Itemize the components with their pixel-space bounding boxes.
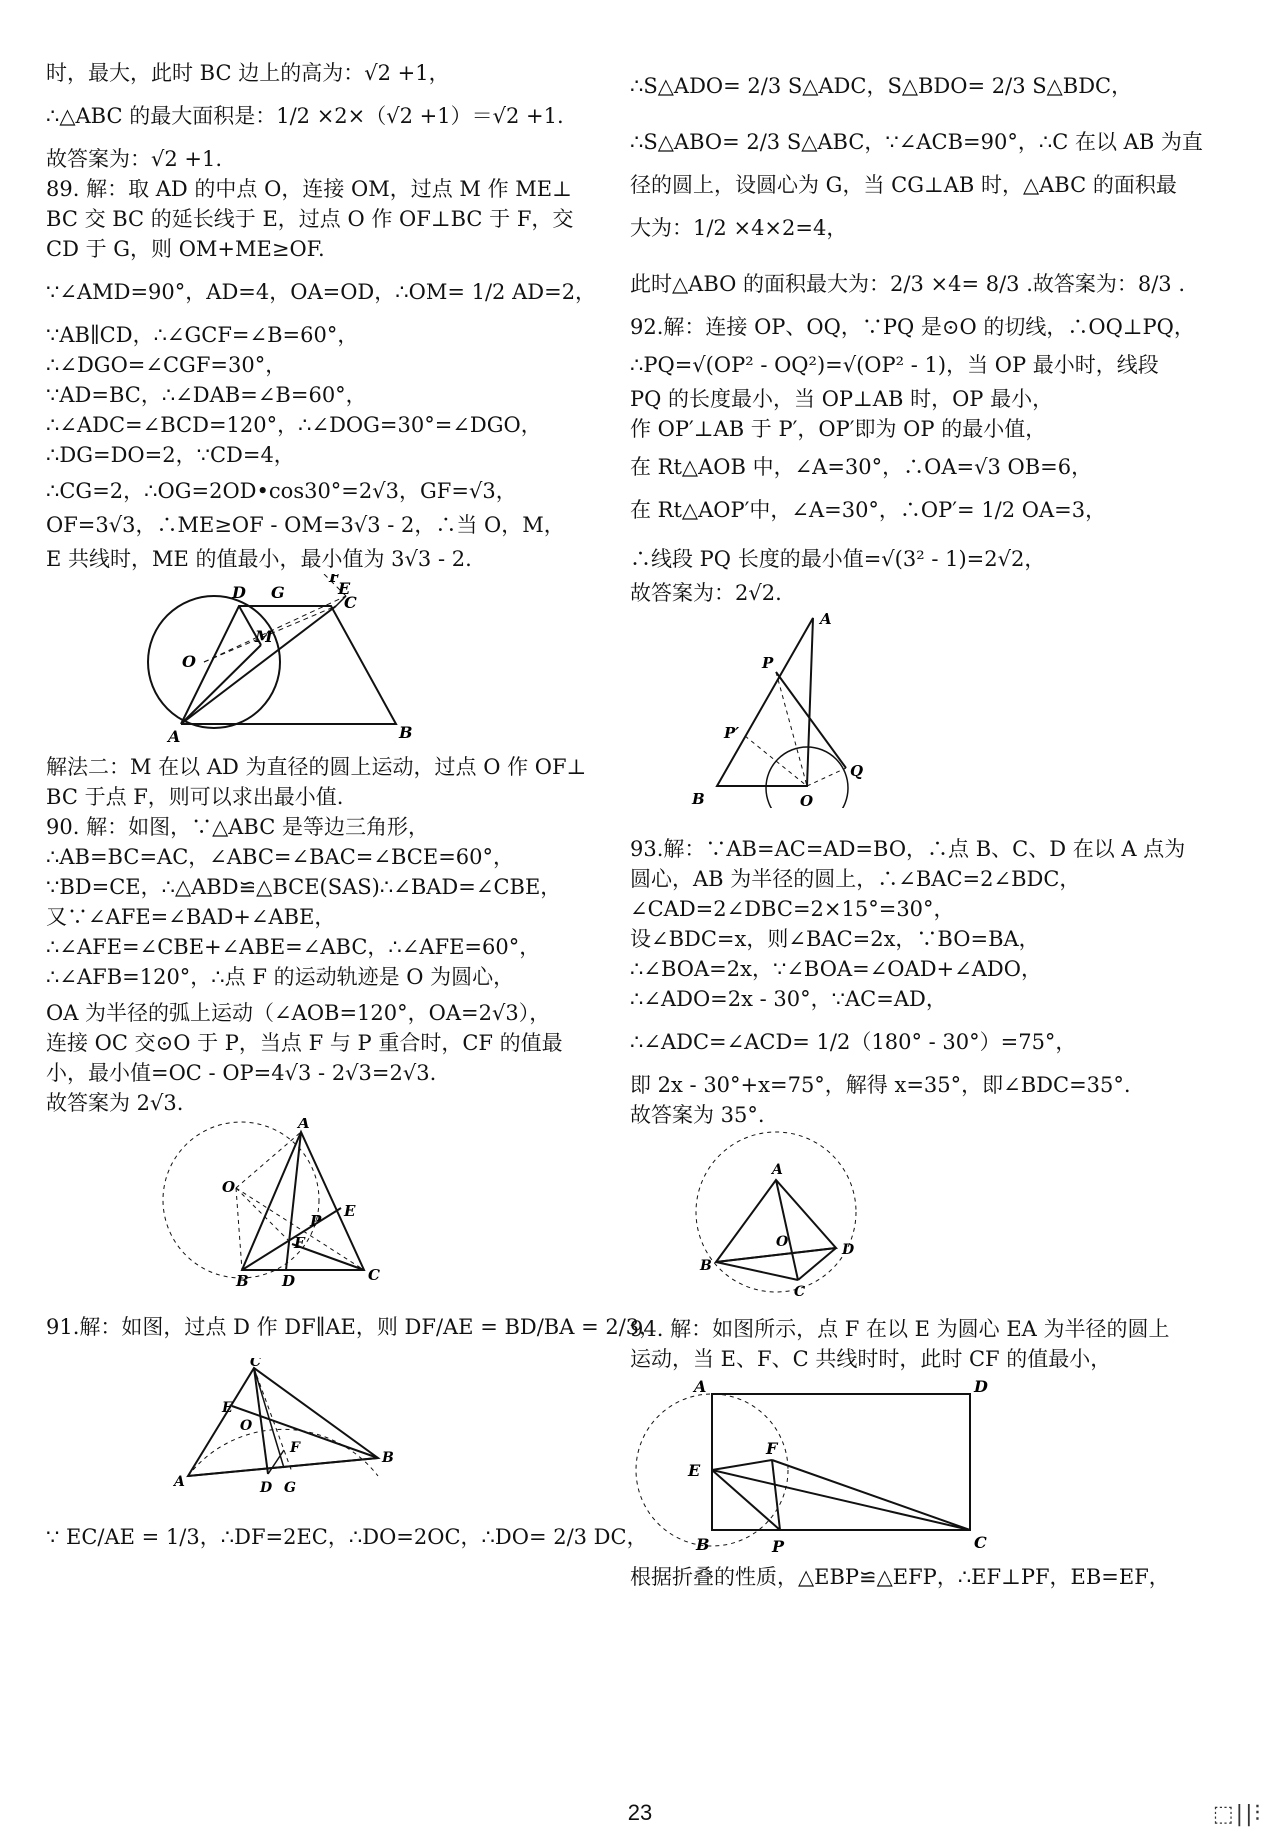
text-line: 在 Rt△AOB 中，∠A=30°，∴OA=√3 OB=6， — [630, 455, 1093, 479]
label-m: M — [255, 627, 273, 646]
label-b: B — [696, 1535, 710, 1554]
figure-92-svg — [630, 608, 1210, 808]
text-line: OA 为半径的弧上运动（∠AOB=120°，OA=2√3）， — [46, 1001, 551, 1025]
label-f: F — [290, 1440, 300, 1456]
label-f: F — [329, 574, 341, 586]
figure-89 — [46, 574, 636, 752]
text-line: 故答案为 35°. — [630, 1103, 765, 1127]
label-p-prime: P′ — [724, 724, 740, 742]
label-o: O — [776, 1234, 789, 1250]
text-line: ∴S△ADO= 2/3 S△ADC，S△BDO= 2/3 S△BDC， — [630, 74, 1133, 98]
text-line: ∵ EC/AE = 1/3，∴DF=2EC，∴DO=2OC，∴DO= 2/3 DC， — [46, 1525, 648, 1549]
text-line: 根据折叠的性质，△EBP≌△EFP，∴EF⊥PF，EB=EF， — [630, 1565, 1170, 1589]
figure-92 — [630, 608, 1230, 816]
text-line: ∴∠AFE=∠CBE+∠ABE=∠ABC，∴∠AFE=60°， — [46, 935, 541, 959]
text-line: 故答案为：2√2. — [630, 581, 782, 605]
text-line: 圆心，AB 为半径的圆上，∴∠BAC=2∠BDC， — [630, 867, 1081, 891]
text-line: 时，最大，此时 BC 边上的高为：√2 +1， — [46, 61, 450, 85]
figure-94-svg — [630, 1374, 1210, 1554]
problem-90-heading: 90. 解：如图，∵△ABC 是等边三角形， — [46, 815, 429, 839]
label-f: F — [294, 1234, 305, 1252]
figure-91-svg — [46, 1358, 606, 1498]
label-o: O — [222, 1178, 236, 1196]
figure-91 — [46, 1358, 636, 1506]
label-c: C — [250, 1358, 262, 1370]
label-a: A — [694, 1377, 707, 1396]
text-line: 连接 OC 交⊙O 于 P，当点 F 与 P 重合时，CF 的值最 — [46, 1031, 563, 1055]
label-o: O — [240, 1418, 253, 1434]
label-a: A — [168, 727, 181, 744]
label-a: A — [174, 1474, 185, 1490]
text-line: E 共线时，ME 的值最小，最小值为 3√3 - 2. — [46, 547, 472, 571]
text-line: ∴∠BOA=2x，∵∠BOA=∠OAD+∠ADO， — [630, 957, 1042, 981]
label-c: C — [974, 1533, 987, 1552]
label-e: E — [222, 1400, 233, 1416]
figure-93-svg — [630, 1130, 1210, 1300]
text-line: BC 于点 F，则可以求出最小值. — [46, 785, 344, 809]
text-line: 径的圆上，设圆心为 G，当 CG⊥AB 时，△ABC 的面积最 — [630, 173, 1177, 197]
text-line: 作 OP′⊥AB 于 P′，OP′即为 OP 的最小值， — [630, 417, 1047, 441]
problem-93-heading: 93.解：∵AB=AC=AD=BO，∴点 B、C、D 在以 A 点为 — [630, 837, 1186, 861]
label-q: Q — [850, 762, 864, 780]
right-column — [630, 58, 1230, 1592]
text-line: ∴PQ=√(OP² - OQ²)=√(OP² - 1)，当 OP 最小时，线段 — [630, 353, 1159, 377]
problem-91-heading: 91.解：如图，过点 D 作 DF∥AE，则 DF/AE = BD/BA = 2/3， — [46, 1315, 661, 1339]
label-d: D — [282, 1272, 296, 1288]
text-line: ∴S△ABO= 2/3 S△ABC，∵∠ACB=90°，∴C 在以 AB 为直 — [630, 130, 1203, 154]
text-line: 此时△ABO 的面积最大为：2/3 ×4= 8/3 .故答案为：8/3 . — [630, 272, 1186, 296]
text-line: 小，最小值=OC - OP=4√3 - 2√3=2√3. — [46, 1061, 437, 1085]
label-c: C — [794, 1284, 806, 1300]
figure-93 — [630, 1130, 1230, 1308]
text-line: 即 2x - 30°+x=75°，解得 x=35°，即∠BDC=35°. — [630, 1073, 1131, 1097]
text-line: ∵AD=BC，∴∠DAB=∠B=60°， — [46, 383, 367, 407]
label-e: E — [338, 579, 351, 598]
text-line: ∴CG=2，∴OG=2OD•cos30°=2√3，GF=√3， — [46, 479, 517, 503]
text-line: ∴∠DGO=∠CGF=30°， — [46, 353, 287, 377]
text-line: CD 于 G，则 OM+ME≥OF. — [46, 237, 325, 261]
label-o: O — [800, 792, 814, 808]
label-p: P — [310, 1212, 322, 1230]
text-line: ∴∠ADO=2x - 30°，∵AC=AD， — [630, 987, 947, 1011]
text-line: 设∠BDC=x，则∠BAC=2x，∵BO=BA， — [630, 927, 1040, 951]
label-e: E — [688, 1461, 701, 1480]
label-a: A — [772, 1162, 783, 1178]
label-p: P — [762, 654, 774, 672]
text-line: 故答案为：√2 +1. — [46, 147, 223, 171]
figure-89-svg — [46, 574, 606, 744]
label-p: P — [772, 1537, 785, 1554]
label-d: D — [974, 1377, 988, 1396]
text-line: ∴AB=BC=AC，∠ABC=∠BAC=∠BCE=60°， — [46, 845, 515, 869]
label-o: O — [182, 652, 196, 671]
text-line: ∴∠ADC=∠BCD=120°，∴∠DOG=30°=∠DGO， — [46, 413, 542, 437]
text-line: 大为：1/2 ×4×2=4， — [630, 216, 848, 240]
label-b: B — [700, 1258, 712, 1274]
problem-92-heading: 92.解：连接 OP、OQ，∵PQ 是⊙O 的切线，∴OQ⊥PQ， — [630, 315, 1195, 339]
label-a: A — [298, 1118, 310, 1132]
text-line: ∵BD=CE，∴△ABD≌△BCE(SAS)∴∠BAD=∠CBE， — [46, 875, 562, 899]
text-line: ∵∠AMD=90°，AD=4，OA=OD，∴OM= 1/2 AD=2， — [46, 280, 597, 304]
text-line: ∠CAD=2∠DBC=2×15°=30°， — [630, 897, 955, 921]
label-b: B — [382, 1450, 394, 1466]
text-line: PQ 的长度最小，当 OP⊥AB 时，OP 最小， — [630, 387, 1054, 411]
label-b: B — [236, 1272, 249, 1288]
text-line: ∵AB∥CD，∴∠GCF=∠B=60°， — [46, 323, 359, 347]
text-line: ∴DG=DO=2，∵CD=4， — [46, 443, 295, 467]
figure-90 — [46, 1118, 636, 1296]
label-d: D — [232, 583, 246, 602]
text-line: BC 交 BC 的延长线于 E，过点 O 作 OF⊥BC 于 F，交 — [46, 207, 574, 231]
problem-89-heading: 89. 解：取 AD 的中点 O，连接 OM，过点 M 作 ME⊥ — [46, 177, 572, 201]
text-line: ∴∠AFB=120°，∴点 F 的运动轨迹是 O 为圆心， — [46, 965, 515, 989]
text-line: OF=3√3，∴ME≥OF - OM=3√3 - 2，∴当 O，M， — [46, 513, 565, 537]
corner-mark: ⬚||⫶ — [1212, 1802, 1262, 1827]
label-c: C — [344, 593, 357, 612]
text-line: 运动，当 E、F、C 共线时时，此时 CF 的值最小， — [630, 1347, 1112, 1371]
text-line: 在 Rt△AOP′中，∠A=30°，∴OP′= 1/2 OA=3， — [630, 498, 1107, 522]
text-line: ∴线段 PQ 长度的最小值=√(3² - 1)=2√2， — [630, 547, 1046, 571]
label-d: D — [260, 1480, 273, 1496]
label-b: B — [692, 790, 705, 808]
text-line: 又∵∠AFE=∠BAD+∠ABE， — [46, 905, 336, 929]
label-c: C — [368, 1266, 380, 1284]
text-line: 解法二：M 在以 AD 为直径的圆上运动，过点 O 作 OF⊥ — [46, 755, 587, 779]
text-line: ∴∠ADC=∠ACD= 1/2（180° - 30°）=75°， — [630, 1030, 1077, 1054]
figure-94 — [630, 1374, 1230, 1562]
page-number: 23 — [627, 1800, 653, 1825]
label-g: G — [271, 583, 285, 602]
problem-94-heading: 94. 解：如图所示，点 F 在以 E 为圆心 EA 为半径的圆上 — [630, 1317, 1170, 1341]
figure-90-svg — [46, 1118, 606, 1288]
label-d: D — [842, 1242, 855, 1258]
label-a: A — [820, 610, 832, 628]
label-g: G — [284, 1480, 296, 1496]
text-line: ∴△ABC 的最大面积是：1/2 ×2×（√2 +1）＝√2 +1. — [46, 104, 564, 128]
label-f: F — [766, 1439, 778, 1458]
left-column — [46, 58, 661, 1568]
text-line: 故答案为 2√3. — [46, 1091, 184, 1115]
label-b: B — [399, 723, 413, 742]
label-e: E — [344, 1202, 356, 1220]
